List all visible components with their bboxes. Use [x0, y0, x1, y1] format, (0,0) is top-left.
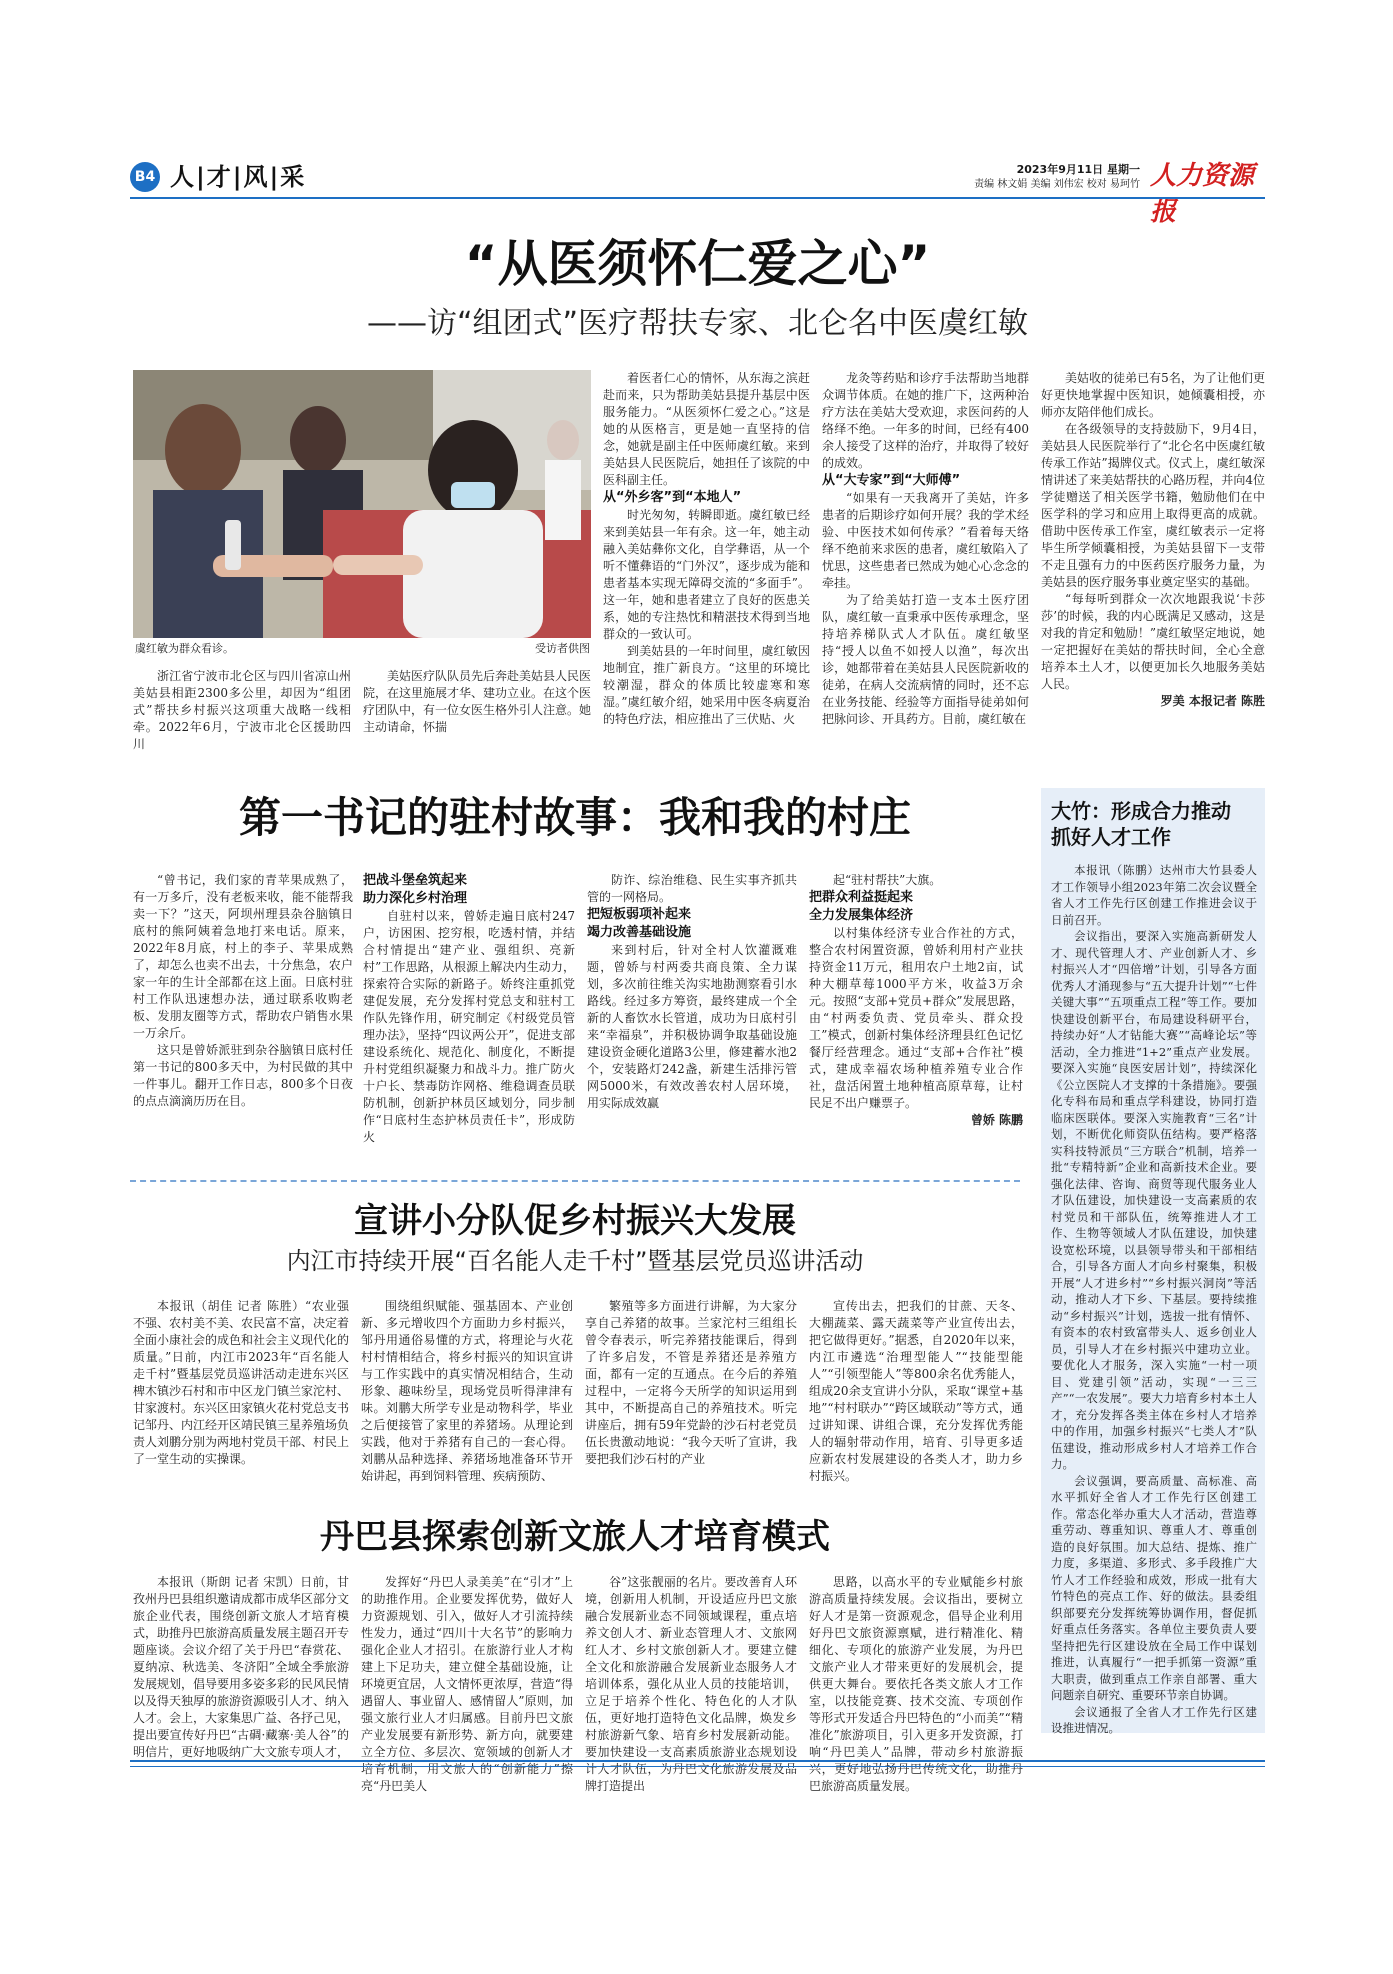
- article1-byline: 罗美 本报记者 陈胜: [1160, 694, 1265, 708]
- article1-photo-caption: 虞红敏为群众看诊。: [135, 642, 234, 655]
- article1-col4: 龙灸等药贴和诊疗手法帮助当地群众调节体质。在她的推广下，这两种治疗方法在美姑大受欢迎，求医问药的人络绎不绝。一年多的时间，已经有400余人接受了这样的治疗，并取得了较好的成效。 从“大专家”到“大师傅” “如果有一天我离开了美姑，许多患者的后期诊疗如何开展？我的学术经验、中医技术如何传承？”看着每天络绎不绝前来求医的患者，虞红敏陷入了忧思，这些患者已然成为她心心念念的牵挂。 为了给美姑打造一支本土医疗团队，虞红敏一直秉承中医传承理念，坚持培养梯队式人才队伍。虞红敏坚持“授人以鱼不如授人以渔”，每次出诊，她都带着在美姑县人民医院新收的徒弟，在病人交流病情的同时，还不忘在业务技能、经验等方面指导徒弟如何把脉问诊、开具药方。目前，虞红敏在: [822, 371, 1029, 726]
- article4-col3: 谷”这张靓丽的名片。要改善育人环境，创新用人机制，开设适应丹巴文旅融合发展新业态不同领域课程，重点培养文创人才、新业态管理人才、文旅网红人才、乡村文旅创新人才。要建立健全文化和旅游融合发展新业态服务人才培训体系，强化从业人员的技能培训，立足于培养个性化、特色化的人才队伍，更好地打造特色文化品牌，焕发乡村旅游新气象、培育乡村发展新动能。要加快建设一支高素质旅游业态规划设计人才队伍，为丹巴文化旅游发展及品牌打造提出: [585, 1575, 797, 1793]
- section-name: 人|才|风|采: [170, 163, 307, 191]
- issue-date: 2023年9月11日 星期一: [1016, 163, 1140, 176]
- article1-col1: 浙江省宁波市北仑区与四川省凉山州美姑县相距2300多公里，却因为“组团式”帮扶乡村振兴这项重大战略一线相牵。2022年6月，宁波市北仑区援助四川: [133, 669, 351, 751]
- article1-col2: 美姑医疗队队员先后奔赴美姑县人民医院，在这里施展才华、建功立业。在这个医疗团队中，有一位女医生格外引人注意。她主动请命，怀揣: [363, 669, 592, 734]
- article1-title: “从医须怀仁爱之心”: [464, 235, 931, 293]
- medical-consultation-photo: [133, 370, 591, 638]
- article3-title: 宣讲小分队促乡村振兴大发展: [354, 1201, 796, 1241]
- footer-rule-top: [130, 1760, 1265, 1762]
- header-rule: [130, 197, 1265, 199]
- article2-col3: 防诈、综治维稳、民生实事齐抓共管的一网格局。 把短板弱项补起来 竭力改善基础设施 来到村后，针对全村人饮灌溉难题，曾娇与村两委共商良策、全力谋划，多次前往维关沟实地勘测察看引水路线。经过多方筹资，最终建成一个全新的人畜饮水长管道，成功为日底村引来“幸福泉”，并积极协调争取基础设施建设资金硬化道路3公里，修建蓄水池2个，安装路灯242盏，新建生活排污管网5000米，有效改善农村人居环境，用实际成效赢: [587, 873, 797, 1110]
- article2-col2: 把战斗堡垒筑起来 助力深化乡村治理 自驻村以来，曾娇走遍日底村247户，访困困、挖穷根，吃透村情，并结合村情提出“建产业、强组织、亮新村”工作思路，从根源上解决内生动力，探索符合实际的新路子。娇终注重抓党建促发展，充分发挥村党总支和驻村工作队先锋作用，研究制定《村级党员管理办法》，坚持“四议两公开”，促进支部建设系统化、规范化、制度化，不断提升村党组织凝聚力和战斗力。推广防火十户长、禁毒防诈网格、维稳调查员联防机制，创新护林员区域划分，同步制作“日底村生态护林员责任卡”，形成防火: [363, 873, 575, 1144]
- article1-photo-credit: 受访者供图: [535, 642, 590, 655]
- article1-subhead-1: 从“外乡客”到“本地人”: [603, 490, 742, 505]
- article1-photo: [133, 370, 591, 638]
- article3-col3: 繁殖等多方面进行讲解，为大家分享自己养猪的故事。兰家沱村三组组长曾令春表示，听完养猪技能课后，得到了许多启发，不管是养猪还是养殖方面，都有一定的互通点。在今后的养殖过程中，一定将今天所学的知识运用到其中，不断提高自己的养殖技术。听完讲座后，拥有59年党龄的沙石村老党员伍长贵激动地说：“我今天听了宣讲，我要把我们沙石村的产业: [585, 1299, 797, 1466]
- article4-col4: 思路，以高水平的专业赋能乡村旅游高质量持续发展。会议指出，要树立好人才是第一资源观念，倡导企业利用好丹巴文旅资源禀赋，进行精准化、精细化、专项化的旅游产业发展，为丹巴文旅产业人才带来更好的发展机会，提供更大舞台。要依托各类文旅人才工作室，以技能竞赛、技术交流、专项创作等形式开发适合丹巴特色的“小而美”“精准化”旅游项目，引入更多开发资源，打响“丹巴美人”品牌，带动乡村旅游振兴，更好地弘扬丹巴传统文化，助推丹巴旅游高质量发展。: [809, 1575, 1023, 1793]
- article3-subtitle: 内江市持续开展“百名能人走千村”暨基层党员巡讲活动: [286, 1247, 864, 1275]
- section-divider-1: [130, 1180, 1020, 1182]
- article4-col1: 本报讯（斯朗 记者 宋凯）日前，甘孜州丹巴县组织邀请成都市成华区部分文旅企业代表，围绕创新文旅人才培育模式，助推丹巴旅游高质量发展主题召开专题座谈。会议介绍了关于丹巴“春赏花、夏纳凉、秋选美、冬济阳”全域全季旅游发展规划，倡导要用多姿多彩的民风民情以及得天独厚的旅游资源吸引人才、纳入人才。会上，大家集思广益、各抒己见，提出要宣传好丹巴“古碉·藏寨·美人谷”的明信片，更好地吸纳广大文旅专项人才，: [133, 1575, 350, 1759]
- article1-subtitle: ——访“组团式”医疗帮扶专家、北仑名中医虞红敏: [366, 306, 1029, 341]
- article2-subhead-1: 把战斗堡垒筑起来 助力深化乡村治理: [363, 873, 468, 906]
- article1-subhead-2: 从“大专家”到“大师傅”: [822, 473, 961, 488]
- article3-col2: 围绕组织赋能、强基固本、产业创新、多元增收四个方面助力乡村振兴，邹丹用通俗易懂的方式，将理论与火花村村情相结合，将乡村振兴的知识宣讲与工作实践中的真实情况相结合，生动形象、趣味纷呈，现场党员听得津津有味。刘鹏大所学专业是动物科学，毕业之后便接管了家里的养猪场。从理论到实践，他对于养猪有自己的一套心得。刘鹏从品种选择、养猪场地准备环节开始讲起，再到饲料管理、疾病预防、: [361, 1299, 573, 1483]
- article3-col4: 宣传出去，把我们的甘蔗、天冬、大棚蔬菜、露天蔬菜等产业宣传出去，把它做得更好。”据悉，自2020年以来，内江市遴选“治理型能人”“技能型能人”“引领型能人”等800余名优秀能人，组成20余支宣讲小分队，采取“课堂+基地”“村村联办”“跨区域联动”等方式，通过讲知课、讲组合课，充分发挥优秀能人的辐射带动作用，培育、引导更多适应新农村发展建设的各类人才，助力乡村振兴。: [809, 1299, 1023, 1483]
- article2-col4: 起“驻村帮扶”大旗。 把群众利益挺起来 全力发展集体经济 以村集体经济专业合作社的方式，整合农村闲置资源，曾娇利用村产业扶持资金11万元，租用农户土地2亩，试种大棚草莓1000平方米，收益3万余元。按照“支部+党员+群众”发展思路，由“村两委负责、党员牵头、群众投工”模式，创新村集体经济理县红色记忆餐厅经营理念。通过“支部+合作社”模式，建成幸福农场种植养殖专业合作社，盘活闲置土地种植高原草莓，让村民足不出户赚票子。 曾娇 陈鹏: [809, 873, 1023, 1127]
- article2-subhead-2: 把短板弱项补起来 竭力改善基础设施: [587, 907, 692, 940]
- article4-title: 丹巴县探索创新文旅人才培育模式: [320, 1517, 830, 1557]
- sidebar-body: 本报讯（陈鹏）达州市大竹县委人才工作领导小组2023年第二次会议暨全省人才工作先行区创建工作推进会议于日前召开。 会议指出，要深入实施高新研发人才、现代管理人才、产业创新人才、乡村振兴人才“四倍增”计划，引导各方面优秀人才涌现参与“五大提升计划”“七件关键大事”“五项重点工程”等工作。要加快建设创新平台，布局建设科研平台，持续办好“人才钻能大赛”“高峰论坛”等活动，全力推进“1+2”重点产业发展。要深入实施“良医安居计划”，持续深化《公立医院人才支撑的十条措施》。要强化专科布局和重点学科建设，协同打造临床医联体。要深入实施教育“三名”计划，不断优化师资队伍结构。要严格落实科技特派员“三方联合”机制，培养一批“专精特新”企业和高新技术企业。要强化法律、咨询、商贸等现代服务业人才队伍建设，加快建设一支高素质的农村党员和干部队伍，统筹推进人才工作、生物等领域人才队伍建设，加快建设宽松环境，以县领导带头和干部相结合，引导各方面人才向乡村聚集，积极开展“人才进乡村”“乡村振兴洞岗”等活动，推动人才下乡、下基层。要持续推动“乡村振兴”计划，选拔一批有情怀、有资本的农村致富带头人、返乡创业人员，引导人才在乡村振兴中建功立业。要优化人才服务，深入实施“一村一项目、党建引领”活动，实现“一三三产”“一农发展”。要大力培育乡村本土人才，充分发挥各类主体在乡村人才培养中的作用，加强乡村振兴“七类人才”队伍建设，推动形成乡村人才培养工作合力。 会议强调，要高质量、高标准、高水平抓好全省人才工作先行区创建工作。常态化举办重大人才活动，营造尊重劳动、尊重知识、尊重人才、尊重创造的良好氛围。加大总结、提炼、推广力度，多渠道、多形式、多手段推广大竹人才工作经验和成效，形成一批有大竹特色的亮点工作、好的做法。县委组织部要充分发挥统筹协调作用，督促抓好重点任务落实。各单位主要负责人要坚持把先行区建设放在全局工作中谋划推进，认真履行“一把手抓第一资源”重大职责，做到重点工作亲自部署、重大问题亲自研究、重要环节亲自协调。 会议通报了全省人才工作先行区建设推进情况。: [1051, 863, 1257, 1735]
- page-number-badge: B4: [130, 162, 160, 192]
- footer-rule-bottom: [130, 1766, 1265, 1767]
- article1-col3: 着医者仁心的情怀，从东海之滨赶赴而来，只为帮助美姑县提升基层中医服务能力。“从医须怀仁爱之心。”这是她的从医格言，更是她一直坚持的信念，她就是副主任中医师虞红敏。来到美姑县人民医院后，她担任了该院的中医科副主任。 从“外乡客”到“本地人” 时光匆匆，转瞬即逝。虞红敏已经来到美姑县一年有余。这一年，她主动融入美姑彝你文化，自学彝语，从一个听不懂彝语的“门外汉”，逐步成为能和患者基本实现无障碍交流的“多面手”。这一年，她和患者建立了良好的医患关系，她的专注热忱和精湛技术得到当地群众的一致认可。 到美姑县的一年时间里，虞红敏因地制宜，推广新良方。“这里的环境比较潮湿，群众的体质比较虚寒和寒湿。”虞红敏介绍，她采用中医冬病夏治的特色疗法，相应推出了三伏贴、火: [603, 371, 810, 726]
- article2-subhead-3: 把群众利益挺起来 全力发展集体经济: [809, 890, 914, 923]
- article2-title: 第一书记的驻村故事：我和我的村庄: [238, 793, 911, 842]
- article4-col2: 发挥好“丹巴人录美美”在“引才”上的助推作用。企业要发挥优势，做好人力资源规划、引入，做好人才引流持续性发力，通过“四川十大名节”的影响力强化企业人才招引。在旅游行业人才构建上下足功夫，建立健全基础设施，让环境更宜居，人文情怀更浓厚，营造“得遇留人、事业留人、感情留人”原则，加强文旅行业人才归属感。目前丹巴文旅产业发展要有新形势、新方向，就要建立全方位、多层次、宽领域的创新人才培育机制，用文旅人的“创新能力”擦亮“丹巴美人: [361, 1575, 573, 1793]
- page-header: [130, 160, 1265, 227]
- masthead-logo: 人力资源报: [1150, 161, 1255, 227]
- sidebar-title: 大竹：形成合力推动 抓好人才工作: [1051, 799, 1231, 849]
- article2-col1: “曾书记，我们家的青苹果成熟了，有一万多斤，没有老板来收，能不能帮我卖一下？”这天，阿坝州理县杂谷脑镇日底村的熊阿姨着急地打来电话。原来，2022年8月底，村上的李子、苹果成熟了，却怎么也卖不出去，十分焦急，农户家一年的生计全部都在这上面。日底村驻村工作队迅速想办法，通过联系收购老板、发朋友圈等方式，帮助农户销售水果一万余斤。 这只是曾娇派驻到杂谷脑镇日底村任第一书记的800多天中，为村民做的其中一件事儿。翻开工作日志，800多个日夜的点点滴滴历历在目。: [133, 873, 353, 1108]
- article3-col1: 本报讯（胡佳 记者 陈胜）“农业强不强、农村美不美、农民富不富，决定着全面小康社会的成色和社会主义现代化的质量。”日前，内江市2023年“百名能人走千村”暨基层党员巡讲活动走进东兴区椑木镇沙石村和市中区龙门镇兰家沱村、甘家渡村。东兴区田家镇火花村党总支书记邹丹、内江经开区靖民镇三星养殖场负责人刘鹏分别为两地村党员干部、村民上了一堂生动的实操课。: [133, 1299, 350, 1466]
- sidebar-box: [1041, 788, 1265, 1733]
- editor-credits: 责编 林文娟 美编 刘伟宏 校对 易珂竹: [974, 179, 1140, 190]
- article2-byline: 曾娇 陈鹏: [970, 1113, 1023, 1127]
- article1-col5: 美姑收的徒弟已有5名，为了让他们更好更快地掌握中医知识，她倾囊相授，亦师亦友陪伴他们成长。 在各级领导的支持鼓励下，9月4日，美姑县人民医院举行了“北仑名中医虞红敏传承工作站”揭牌仪式。仪式上，虞红敏深情讲述了来美姑帮扶的心路历程，并向4位学徒赠送了相关医学书籍，勉励他们在中医学科的学习和应用上取得更高的成就。借助中医传承工作室，虞红敏表示一定将毕生所学倾囊相授，为美姑县留下一支带不走且强有力的中医药医疗服务力量，为美姑县的医疗服务事业奠定坚实的基础。 “每每听到群众一次次地跟我说‘卡莎莎’的时候，我的内心既满足又感动，这是对我的肯定和勉励！”虞红敏坚定地说，她一定把握好在美姑的帮扶时间，全心全意培养本土人才，以便更加长久地服务美姑人民。 罗美 本报记者 陈胜: [1041, 371, 1265, 708]
